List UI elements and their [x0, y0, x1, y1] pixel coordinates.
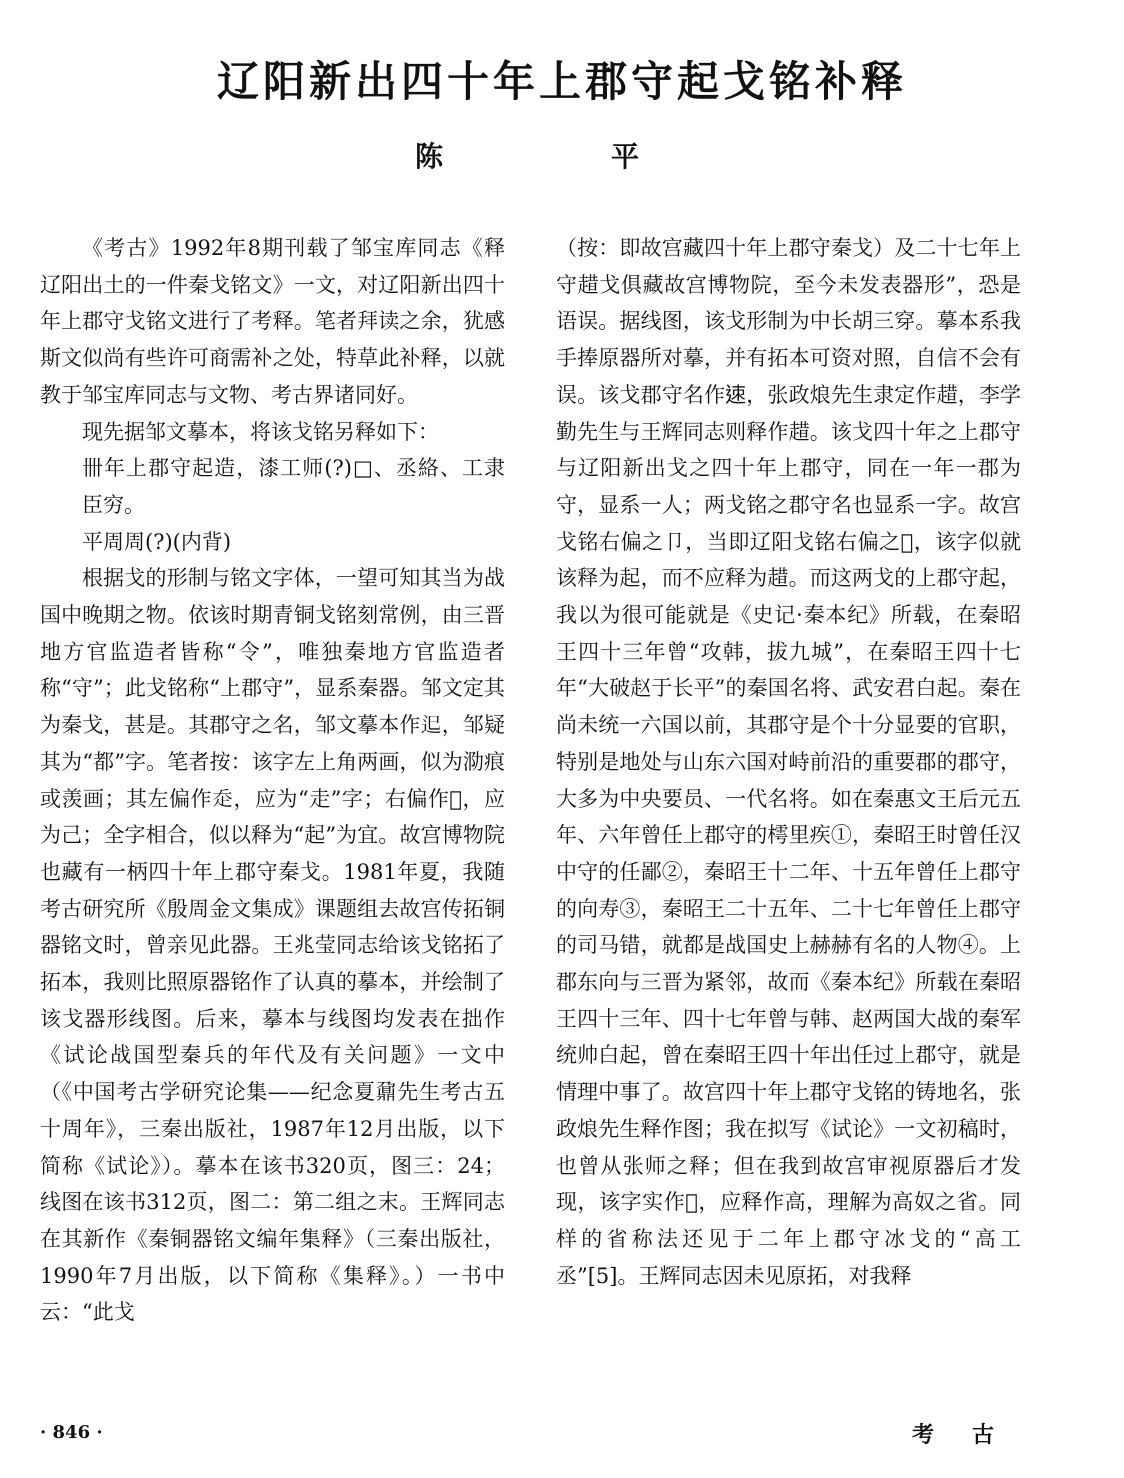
paragraph: 现先据邹文摹本，将该戈铭另释如下： — [82, 419, 439, 444]
journal-name: 考古 — [912, 1422, 1033, 1448]
left-column — [40, 230, 505, 1331]
paragraph: 《考古》1992年8期刊载了邹宝库同志《释辽阳出土的一件秦戈铭文》一文，对辽阳新出四十年上郡守戈铭文进行了考释。笔者拜读之余，犹感斯文似尚有些许可商需补之处，特草此补释，以就教于邹宝库同志与文物、考古界诸同好。 — [40, 236, 505, 407]
page-number: · 846 · — [40, 1422, 103, 1443]
inscription-line: 平周周(?)(内背) — [82, 529, 232, 554]
right-column — [556, 230, 1021, 1294]
paragraph: （按：即故宫藏四十年上郡守秦戈）及二十七年上守趞戈俱藏故宫博物院，至今未发表器形”，恐是语误。据线图，该戈形制为中长胡三穿。摹本系我手捧原器所对摹，并有拓本可资对照，自信不会有误。该戈郡守名作𨒪，张政烺先生隶定作趞，李学勤先生与王辉同志则释作趞。该戈四十年之上郡守与辽阳新出戈之四十年上郡守，同在一年一郡为守，显系一人；两戈铭之郡守名也显系一字。故宫戈铭右偏之卩，当即辽阳戈铭右偏之𢀳，该字似就该释为起，而不应释为趞。而这两戈的上郡守起，我以为很可能就是《史记·秦本纪》所载，在秦昭王四十三年曾“攻韩，拔九城”，在秦昭王四十七年“大破赵于长平”的秦国名将、武安君白起。秦在尚未统一六国以前，其郡守是个十分显要的官职，特别是地处与山东六国对峙前沿的重要郡的郡守，大多为中央要员、一代名将。如在秦惠文王后元五年、六年曾任上郡守的樗里疾①，秦昭王时曾任汉中守的任鄙②，秦昭王十二年、十五年曾任上郡守的向寿③，秦昭王二十五年、二十七年曾任上郡守的司马错，就都是战国史上赫赫有名的人物④。上郡东向与三晋为紧邻，故而《秦本纪》所载在秦昭王四十三年、四十七年曾与韩、赵两国大战的秦军统帅白起，曾在秦昭王四十年出任过上郡守，就是情理中事了。故宫四十年上郡守戈铭的铸地名，张政烺先生释作图；我在拟写《试论》一文初稿时，也曾从张师之释；但在我到故宫审视原器后才发现，该字实作𩫖，应释作高，理解为高奴之省。同样的省称法还见于二年上郡守冰戈的“高工丞”[5]。王辉同志因未见原拓，对我释 — [556, 236, 1021, 1288]
article-title: 辽阳新出四十年上郡守起戈铭补释 — [216, 57, 907, 106]
inscription-line: 卌年上郡守起造，漆工师(?)□、丞絡、工隶臣穷。 — [82, 456, 505, 517]
article-author: 陈 平 — [414, 140, 709, 173]
paragraph: 根据戈的形制与铭文字体，一望可知其当为战国中晚期之物。依该时期青铜戈铭刻常例，由三晋地方官监造者皆称“令”，唯独秦地方官监造者称“守”；此戈铭称“上郡守”，显系秦器。邹文定其为秦戈，甚是。其郡守之名，邹文摹本作𨑓，邹疑其为“都”字。笔者按：该字左上角两画，似为泐痕或羡画；其左偏作𧺆，应为“走”字；右偏作𢀳，应为己；全字相合，似以释为“起”为宜。故宫博物院也藏有一柄四十年上郡守秦戈。1981年夏，我随考古研究所《殷周金文集成》课题组去故宫传拓铜器铭文时，曾亲见此器。王兆莹同志给该戈铭拓了拓本，我则比照原器铭作了认真的摹本，并绘制了该戈器形线图。后来，摹本与线图均发表在拙作《试论战国型秦兵的年代及有关问题》一文中（《中国考古学研究论集——纪念夏鼐先生考古五十周年》，三秦出版社，1987年12月出版，以下简称《试论》）。摹本在该书320页，图三：24；线图在该书312页，图二：第二组之末。王辉同志在其新作《秦铜器铭文编年集释》（三秦出版社，1990年7月出版，以下简称《集释》。）一书中云：“此戈 — [40, 566, 505, 1325]
